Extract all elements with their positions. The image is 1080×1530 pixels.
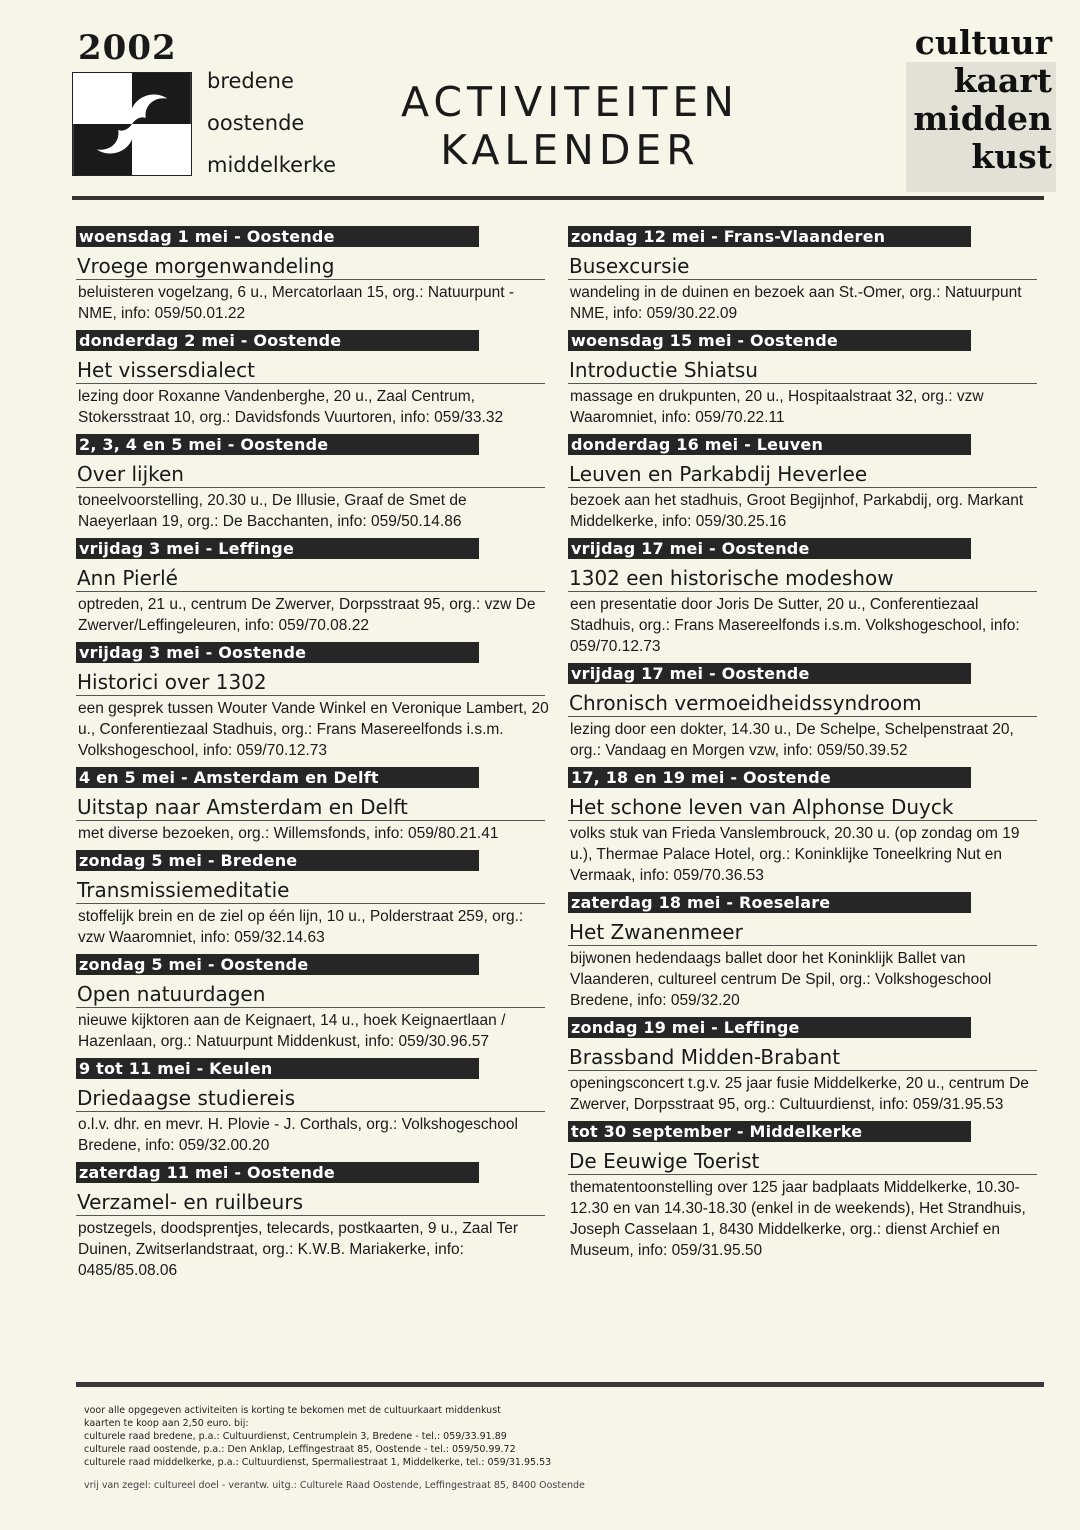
event-description: bezoek aan het stadhuis, Groot Begijnhof, Parkabdij, org. Markant Middelkerke, info: 059/30.25.16 bbox=[570, 492, 1024, 530]
event bbox=[76, 642, 550, 761]
event-description: openingsconcert t.g.v. 25 jaar fusie Middelkerke, 20 u., centrum De Zwerver, Dorpsstraat 95, org.: Cultuurdienst, info: 059/31.95.53 bbox=[570, 1075, 1029, 1113]
event bbox=[76, 850, 550, 948]
event-title: 1302 een historische modeshow bbox=[568, 565, 1037, 592]
event-date: zondag 12 mei - Frans-Vlaanderen bbox=[568, 226, 971, 247]
colophon: vrij van zegel: cultureel doel - verantw. uitg.: Culturele Raad Oostende, Leffingestraat 85, 8400 Oostende bbox=[84, 1480, 585, 1491]
event bbox=[568, 1017, 1042, 1115]
town-name: oostende bbox=[207, 111, 305, 135]
event-date: zaterdag 18 mei - Roeselare bbox=[568, 892, 971, 913]
event bbox=[76, 330, 550, 428]
card-word: kaart bbox=[953, 61, 1052, 100]
left-column bbox=[76, 226, 550, 1287]
event bbox=[76, 538, 550, 636]
event-date: 9 tot 11 mei - Keulen bbox=[76, 1058, 479, 1079]
event bbox=[76, 226, 550, 324]
event-date: 2, 3, 4 en 5 mei - Oostende bbox=[76, 434, 479, 455]
event-title: Over lijken bbox=[76, 461, 545, 488]
page-title bbox=[360, 78, 780, 174]
title-line: KALENDER bbox=[440, 126, 700, 174]
footer-line: culturele raad oostende, p.a.: Den Anklap, Leffingestraat 85, Oostende - tel.: 059/50.99.72 bbox=[84, 1444, 516, 1455]
event-title: Leuven en Parkabdij Heverlee bbox=[568, 461, 1037, 488]
event-title: Introductie Shiatsu bbox=[568, 357, 1037, 384]
event-description: toneelvoorstelling, 20.30 u., De Illusie, Graaf de Smet de Naeyerlaan 19, org.: De Bacchanten, info: 059/50.14.86 bbox=[78, 492, 467, 530]
event-description: een gesprek tussen Wouter Vande Winkel en Veronique Lambert, 20 u., Conferentiezaal Stadhuis, org.: Frans Masereelfonds i.s.m. Volkshogeschool, info: 059/70.12.73 bbox=[78, 700, 549, 759]
event-date: 17, 18 en 19 mei - Oostende bbox=[568, 767, 971, 788]
event-description: beluisteren vogelzang, 6 u., Mercatorlaan 15, org.: Natuurpunt - NME, info: 059/50.01.22 bbox=[78, 284, 514, 322]
event-date: zondag 5 mei - Oostende bbox=[76, 954, 479, 975]
event bbox=[568, 330, 1042, 428]
event-title: Verzamel- en ruilbeurs bbox=[76, 1189, 545, 1216]
event-description: met diverse bezoeken, org.: Willemsfonds, info: 059/80.21.41 bbox=[78, 825, 499, 842]
footer-line: culturele raad bredene, p.a.: Cultuurdienst, Centrumplein 3, Bredene - tel.: 059/33.91.89 bbox=[84, 1431, 507, 1442]
event-description: lezing door Roxanne Vandenberghe, 20 u., Zaal Centrum, Stokersstraat 10, org.: Davidsfonds Vuurtoren, info: 059/33.32 bbox=[78, 388, 504, 426]
year: 2002 bbox=[78, 28, 177, 68]
event bbox=[568, 663, 1042, 761]
event-description: massage en drukpunten, 20 u., Hospitaalstraat 32, org.: vzw Waaromniet, info: 059/70.22.11 bbox=[570, 388, 984, 426]
event-description: lezing door een dokter, 14.30 u., De Schelpe, Schelpenstraat 20, org.: Vandaag en Morgen vzw, info: 059/50.39.52 bbox=[570, 721, 1014, 759]
event bbox=[568, 892, 1042, 1011]
event bbox=[568, 767, 1042, 886]
event-date: tot 30 september - Middelkerke bbox=[568, 1121, 971, 1142]
header-divider bbox=[72, 196, 1044, 200]
footer-line: kaarten te koop aan 2,50 euro. bij: bbox=[84, 1418, 249, 1429]
event-description: o.l.v. dhr. en mevr. H. Plovie - J. Corthals, org.: Volkshogeschool Bredene, info: 059/32.00.20 bbox=[78, 1116, 518, 1154]
event-title: Uitstap naar Amsterdam en Delft bbox=[76, 794, 545, 821]
event-date: 4 en 5 mei - Amsterdam en Delft bbox=[76, 767, 479, 788]
event bbox=[568, 434, 1042, 532]
right-column bbox=[568, 226, 1042, 1267]
event-description: bijwonen hedendaags ballet door het Koninklijk Ballet van Vlaanderen, cultureel centrum De Spil, org.: Volkshogeschool Bredene, info: 059/32.20 bbox=[570, 950, 992, 1009]
event bbox=[76, 954, 550, 1052]
event-description: stoffelijk brein en de ziel op één lijn, 10 u., Polderstraat 259, org.: vzw Waaromniet, info: 059/32.14.63 bbox=[78, 908, 524, 946]
event-title: Ann Pierlé bbox=[76, 565, 545, 592]
event-title: De Eeuwige Toerist bbox=[568, 1148, 1037, 1175]
event bbox=[76, 767, 550, 844]
town-list bbox=[207, 60, 336, 186]
event-date: donderdag 16 mei - Leuven bbox=[568, 434, 971, 455]
event-date: vrijdag 17 mei - Oostende bbox=[568, 663, 971, 684]
event-description: volks stuk van Frieda Vanslembrouck, 20.30 u. (op zondag om 19 u.), Thermae Palace Hotel, org.: Koninklijke Toneelkring Nut en Vermaak, info: 059/70.36.53 bbox=[570, 825, 1020, 884]
title-line: ACTIVITEITEN bbox=[401, 78, 739, 126]
card-word: cultuur bbox=[914, 23, 1052, 62]
event-description: postzegels, doodsprentjes, telecards, postkaarten, 9 u., Zaal Ter Duinen, Zwitserlandstraat, org.: K.W.B. Mariakerke, info: 0485/85.08.06 bbox=[78, 1220, 518, 1279]
event bbox=[76, 1162, 550, 1281]
event-date: vrijdag 17 mei - Oostende bbox=[568, 538, 971, 559]
event bbox=[568, 226, 1042, 324]
event-title: Transmissiemeditatie bbox=[76, 877, 545, 904]
event-date: zondag 5 mei - Bredene bbox=[76, 850, 479, 871]
town-name: middelkerke bbox=[207, 153, 337, 177]
event-date: donderdag 2 mei - Oostende bbox=[76, 330, 479, 351]
footer-line: voor alle opgegeven activiteiten is korting te bekomen met de cultuurkaart middenkust bbox=[84, 1405, 501, 1416]
event-title: Het schone leven van Alphonse Duyck bbox=[568, 794, 1037, 821]
event-description: optreden, 21 u., centrum De Zwerver, Dorpsstraat 95, org.: vzw De Zwerver/Leffingeleuren, info: 059/70.08.22 bbox=[78, 596, 536, 634]
town-name: bredene bbox=[207, 69, 294, 93]
event bbox=[568, 538, 1042, 657]
event-date: zondag 19 mei - Leffinge bbox=[568, 1017, 971, 1038]
footer bbox=[84, 1404, 984, 1492]
card-word: midden bbox=[913, 99, 1052, 138]
event bbox=[76, 1058, 550, 1156]
footer-line: culturele raad middelkerke, p.a.: Cultuurdienst, Spermaliestraat 1, Middelkerke, tel.: 059/31.95.53 bbox=[84, 1457, 552, 1468]
event-date: vrijdag 3 mei - Leffinge bbox=[76, 538, 479, 559]
page-header bbox=[0, 0, 1080, 210]
event-title: Brassband Midden-Brabant bbox=[568, 1044, 1037, 1071]
card-word: kust bbox=[971, 137, 1052, 176]
event-title: Het vissersdialect bbox=[76, 357, 545, 384]
event-title: Busexcursie bbox=[568, 253, 1037, 280]
event-title: Het Zwanenmeer bbox=[568, 919, 1037, 946]
event-title: Historici over 1302 bbox=[76, 669, 545, 696]
footer-divider bbox=[76, 1382, 1044, 1387]
logo bbox=[72, 72, 192, 176]
event-date: zaterdag 11 mei - Oostende bbox=[76, 1162, 479, 1183]
event-title: Vroege morgenwandeling bbox=[76, 253, 545, 280]
event-description: wandeling in de duinen en bezoek aan St.-Omer, org.: Natuurpunt NME, info: 059/30.22.09 bbox=[570, 284, 1022, 322]
cultuurkaart-logo bbox=[852, 24, 1056, 192]
event-date: woensdag 1 mei - Oostende bbox=[76, 226, 479, 247]
event-date: woensdag 15 mei - Oostende bbox=[568, 330, 971, 351]
event bbox=[76, 434, 550, 532]
event-title: Chronisch vermoeidheidssyndroom bbox=[568, 690, 1037, 717]
event-title: Driedaagse studiereis bbox=[76, 1085, 545, 1112]
event-description: nieuwe kijktoren aan de Keignaert, 14 u., hoek Keignaertlaan / Hazenlaan, org.: Natuurpunt Middenkust, info: 059/30.96.57 bbox=[78, 1012, 506, 1050]
event-description: thematentoonstelling over 125 jaar badplaats Middelkerke, 10.30-12.30 en van 14.30-18.30 (enkel in de weekends), Het Strandhuis, Joseph Casselaan 1, 8430 Middelkerke, org.: dienst Archief en Museum, info: 059/31.95.50 bbox=[570, 1179, 1026, 1259]
event-title: Open natuurdagen bbox=[76, 981, 545, 1008]
logo-graphic bbox=[73, 73, 191, 175]
event-description: een presentatie door Joris De Sutter, 20 u., Conferentiezaal Stadhuis, org.: Frans Masereelfonds i.s.m. Volkshogeschool, info: 059/70.12.73 bbox=[570, 596, 1020, 655]
event bbox=[568, 1121, 1042, 1261]
event-date: vrijdag 3 mei - Oostende bbox=[76, 642, 479, 663]
